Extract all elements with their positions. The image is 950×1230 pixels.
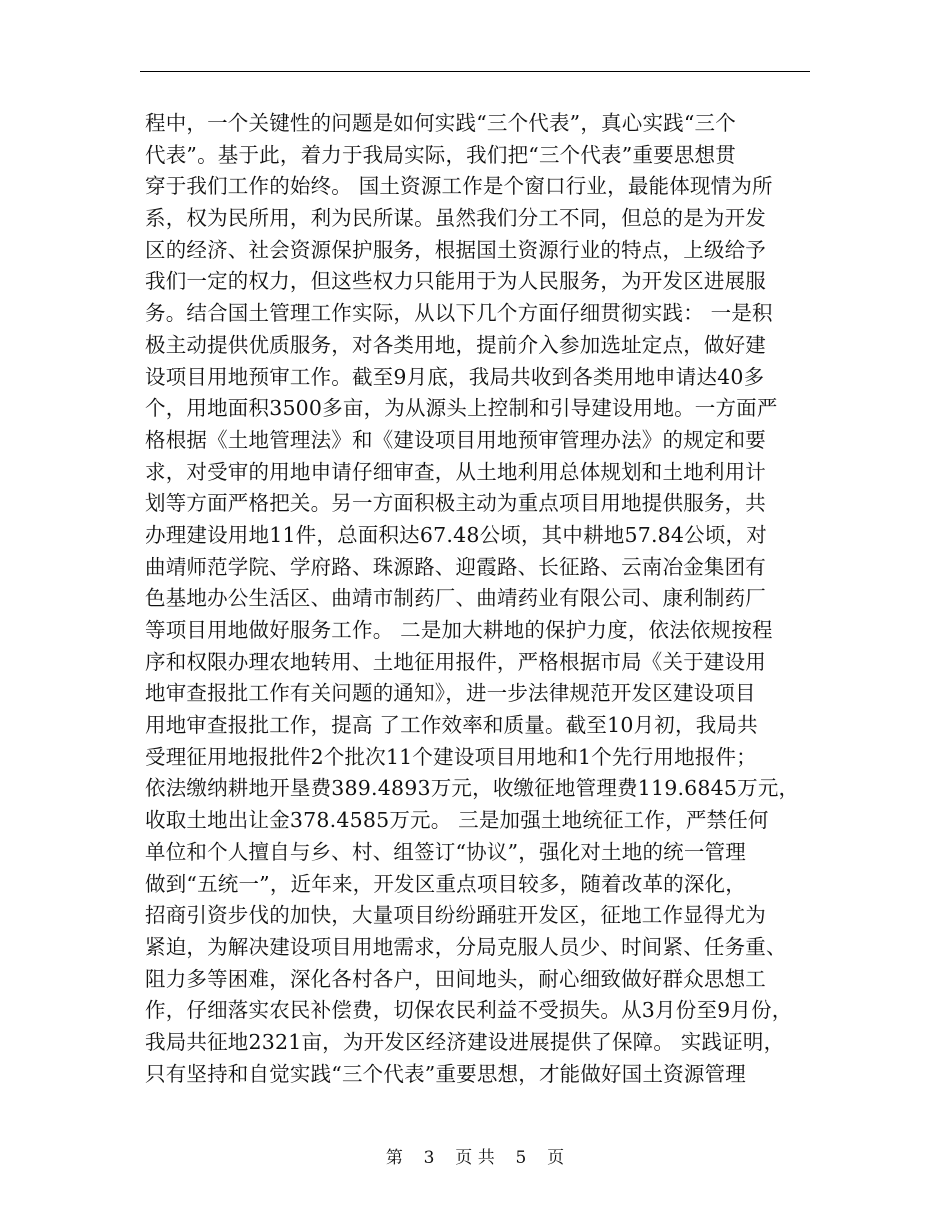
text-line: 格根据《土地管理法》和《建设项目用地预审管理办法》的规定和要 (145, 427, 766, 452)
text-line: 程中，一个关键性的问题是如何实践“三个代表”，真心实践“三个 (145, 111, 736, 135)
text-line: 我局共征地2321亩，为开发区经济建设进展提供了保障。 实践证明， (145, 1029, 785, 1054)
text-line: 代表”。基于此，着力于我局实际，我们把“三个代表”重要思想贯 (145, 142, 736, 167)
body-text (145, 108, 815, 1090)
text-line: 依法缴纳耕地开垦费389.4893万元，收缴征地管理费119.6845万元， (145, 776, 800, 801)
footer-middle: 页 共 (455, 1148, 495, 1168)
text-line: 色基地办公生活区、曲靖市制药厂、曲靖药业有限公司、康利制药厂 (145, 586, 766, 611)
header-rule (140, 71, 810, 72)
text-line: 我们一定的权力，但这些权力只能用于为人民服务，为开发区进展服 (145, 269, 766, 294)
page-footer (0, 1146, 950, 1170)
text-line: 等项目用地做好服务工作。 二是加大耕地的保护力度，依法依规按程 (145, 618, 773, 642)
text-line: 曲靖师范学院、学府路、珠源路、迎霞路、长征路、云南冶金集团有 (145, 554, 766, 579)
footer-total-pages: 5 (515, 1148, 527, 1168)
text-line: 地审查报批工作有关问题的通知》，进一步法律规范开发区建设项目 (145, 681, 756, 706)
text-line: 务。结合国土管理工作实际，从以下几个方面仔细贯彻实践： 一是积 (145, 301, 773, 326)
text-line: 系，权为民所用，利为民所谋。虽然我们分工不同，但总的是为开发 (145, 206, 766, 231)
text-line: 区的经济、社会资源保护服务，根据国土资源行业的特点，上级给予 (145, 237, 766, 262)
footer-prefix: 第 (385, 1148, 403, 1168)
text-line: 受理征用地报批件2个批次11个建设项目用地和1个先行用地报件； (145, 744, 757, 769)
footer-suffix: 页 (547, 1148, 565, 1168)
text-line: 极主动提供优质服务，对各类用地，提前介入参加选址定点，做好建 (145, 332, 766, 357)
footer-page-number: 3 (423, 1148, 435, 1168)
text-line: 单位和个人擅自与乡、村、组签订“协议”，强化对土地的统一管理 (145, 839, 746, 864)
text-line: 设项目用地预审工作。截至9月底，我局共收到各类用地申请达40多 (145, 364, 765, 389)
text-line: 求，对受审的用地申请仔细审查，从土地利用总体规划和土地利用计 (145, 459, 766, 484)
text-line: 阻力多等困难，深化各村各户，田间地头，耐心细致做好群众思想工 (145, 966, 766, 991)
text-line: 序和权限办理农地转用、土地征用报件，严格根据市局《关于建设用 (145, 649, 766, 674)
text-line: 用地审查报批工作，提高 了工作效率和质量。截至10月初，我局共 (145, 713, 758, 738)
text-line: 个，用地面积3500多亩，为从源头上控制和引导建设用地。一方面严 (145, 396, 778, 421)
text-line: 办理建设用地11件，总面积达67.48公顷，其中耕地57.84公顷，对 (145, 522, 767, 547)
text-line: 划等方面严格把关。另一方面积极主动为重点项目用地提供服务，共 (145, 491, 766, 516)
text-line: 只有坚持和自觉实践“三个代表”重要思想，才能做好国土资源管理 (145, 1061, 746, 1086)
text-line: 招商引资步伐的加快，大量项目纷纷踊驻开发区，征地工作显得尤为 (145, 903, 766, 928)
text-line: 收取土地出让金378.4585万元。 三是加强土地统征工作，严禁任何 (145, 808, 769, 833)
text-line: 作，仔细落实农民补偿费，切保农民利益不受损失。从3月份至9月份， (145, 998, 793, 1023)
text-line: 穿于我们工作的始终。 国土资源工作是个窗口行业，最能体现情为所 (145, 174, 773, 199)
text-line: 紧迫，为解决建设项目用地需求，分局克服人员少、时间紧、任务重、 (145, 934, 787, 959)
text-line: 做到“五统一”，近年来，开发区重点项目较多，随着改革的深化， (145, 871, 746, 896)
